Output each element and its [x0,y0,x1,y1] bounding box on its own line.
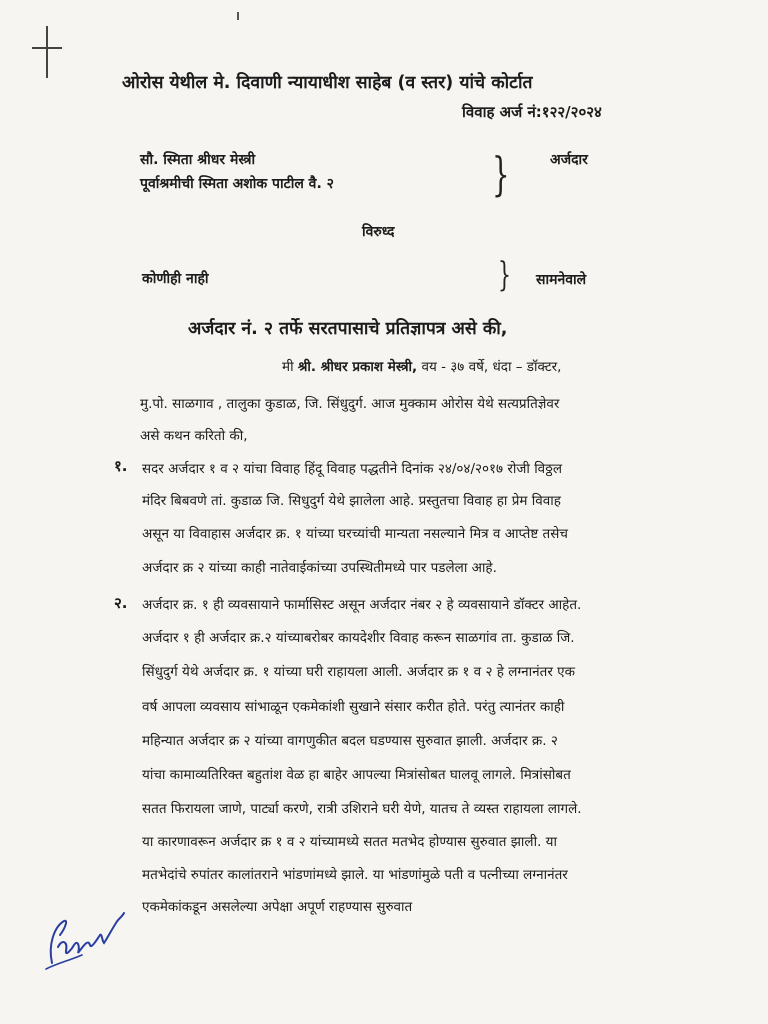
paragraph-line: सिंधुदुर्ग येथे अर्जदार क्र. १ यांच्या घरी राहायला आली. अर्जदार क्र १ व २ हे लग्नानंतर एक [142,664,575,680]
paragraph-line: या कारणावरून अर्जदार क्र १ व २ यांच्यामध्ये सतत मतभेद होण्यास सुरुवात झाली. या [142,834,557,850]
respondent-name: कोणीही नाही [142,271,209,287]
paragraph-line: अर्जदार १ ही अर्जदार क्र.२ यांच्याबरोबर कायदेशीर विवाह करून साळगांव ता. कुडाळ जि. [142,630,575,646]
deponent-name: श्री. श्रीधर प्रकाश मेस्त्री, [297,359,418,375]
paragraph-line: मतभेदांचे रुपांतर कालांतराने भांडणांमध्ये झाले. या भांडणांमुळे पती व पत्नीच्या लग्नानंतर [142,867,568,883]
margin-mark [237,12,239,20]
intro-line-2: मु.पो. साळगाव , तालुका कुडाळ, जि. सिंधुदुर्ग. आज मुक्काम ओरोस येथे सत्यप्रतिज्ञेवर [140,396,560,412]
versus-label: विरुध्द [362,224,395,240]
brace-icon: } [498,255,511,295]
paragraph-line: सतत फिरायला जाणे, पार्ट्या करणे, रात्री उशिराने घरी येणे, यातच ते व्यस्त राहायला लागले. [142,801,582,817]
signature [38,905,130,975]
intro-line-3: असे कथन करितो की, [140,428,248,444]
paragraph-line: वर्ष आपला व्यवसाय सांभाळून एकमेकांशी सुखाने संसार करीत होते. परंतु त्यानंतर काही [142,699,565,715]
affidavit-title: अर्जदार नं. २ तर्फे सरतपासाचे प्रतिज्ञापत्र असे की, [188,319,508,339]
paragraph-line: एकमेकांकडून असलेल्या अपेक्षा अपूर्ण राहण्यास सुरुवात [142,899,413,915]
brace-icon: } [492,147,510,201]
court-title: ओरोस येथील मे. दिवाणी न्यायाधीश साहेब (व स्तर) यांचे कोर्टात [122,73,533,93]
paragraph-line: सदर अर्जदार १ व २ यांचा विवाह हिंदू विवाह पद्धतीने दिनांक २४/०४/२०१७ रोजी विठ्ठल [142,461,563,477]
petitioner-former-name: पूर्वाश्रमीची स्मिता अशोक पाटील वै. २ [140,176,334,192]
paragraph-line: अर्जदार क्र. १ ही व्यवसायाने फार्मासिस्ट असून अर्जदार नंबर २ हे व्यवसायाने डॉक्टर आहेत. [142,597,582,613]
case-number: विवाह अर्ज नं:१२२/२०२४ [462,103,602,121]
respondent-role: सामनेवाले [536,272,587,288]
intro-line-1 [282,357,561,375]
paragraph-line: मंदिर बिबवणे तां. कुडाळ जि. सिधुदुर्ग येथे झालेला आहे. प्रस्तुतचा विवाह हा प्रेम विवाह [142,493,561,509]
petitioner-role: अर्जदार [550,152,588,168]
deponent-details: वय - ३७ वर्षे, धंदा – डॉक्टर, [417,359,562,375]
paragraph-line: अर्जदार क्र २ यांच्या काही नातेवाईकांच्या उपस्थितीमध्ये पार पडलेला आहे. [142,560,497,576]
paragraph-2-number: २. [114,594,128,612]
intro-prefix: मी [282,359,294,375]
paragraph-line: यांचा कामाव्यतिरिक्त बहुतांश वेळ हा बाहेर आपल्या मित्रांसोबत घालवू लागले. मित्रांसोबत [142,767,571,783]
petitioner-name: सौ. स्मिता श्रीधर मेस्त्री [140,152,256,168]
paragraph-1-number: १. [114,457,128,475]
paragraph-line: असून या विवाहास अर्जदार क्र. १ यांच्या घरच्यांची मान्यता नसल्याने मित्र व आप्तेष्ट तसेच [142,526,568,542]
paragraph-line: महिन्यात अर्जदार क्र २ यांच्या वागणुकीत बदल घडण्यास सुरुवात झाली. अर्जदार क्र. २ [142,733,558,749]
